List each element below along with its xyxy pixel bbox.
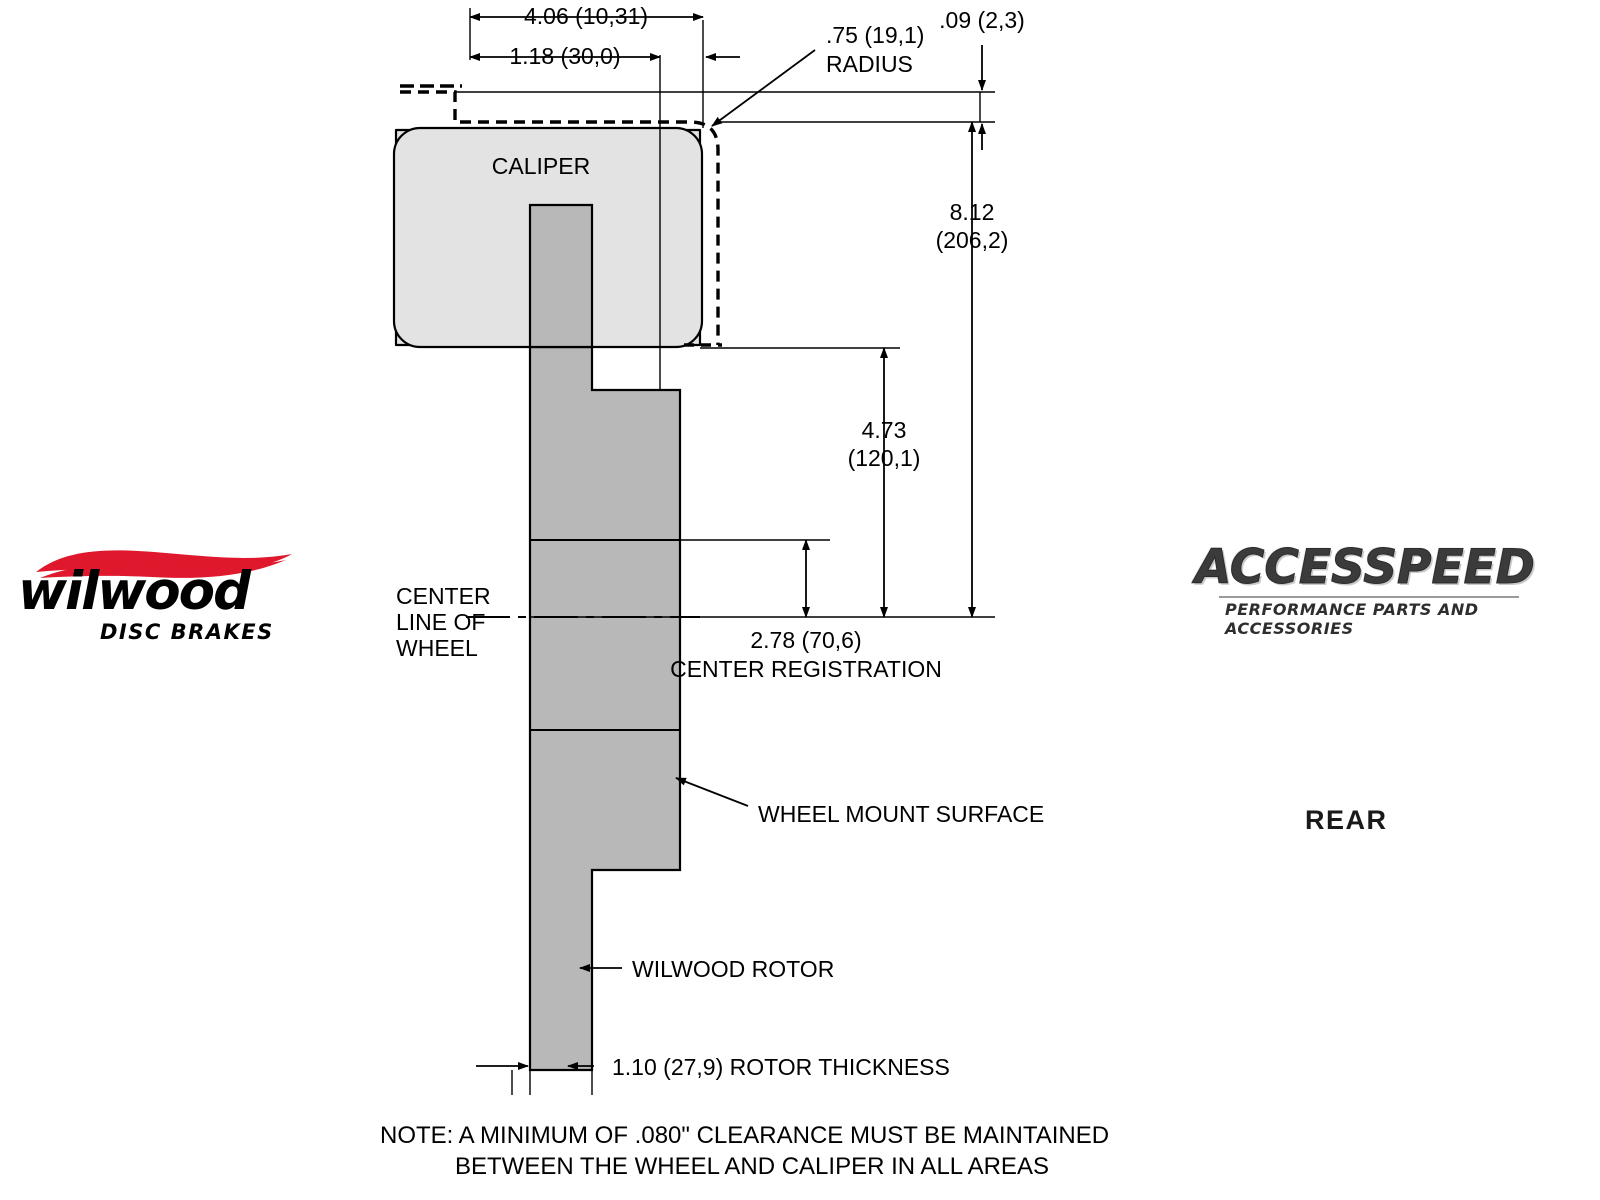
wilwood-rotor-callout <box>580 956 834 982</box>
radius-label-text: RADIUS <box>826 51 913 77</box>
note-line-1: NOTE: A MINIMUM OF .080" CLEARANCE MUST BE MAINTAINED <box>380 1122 1110 1149</box>
dim-overall-height-l1: 8.12 <box>949 199 995 225</box>
dim-center-registration <box>670 540 942 682</box>
wheel-mount-surface-callout <box>676 778 1044 827</box>
dim-mid-height <box>848 348 921 617</box>
dim-mid-height-l2: (120,1) <box>847 445 921 471</box>
wilwood-logo <box>12 540 322 645</box>
centerline-label-l3: WHEEL <box>396 635 478 661</box>
accesspeed-tagline: PERFORMANCE PARTS AND ACCESSORIES <box>1225 600 1479 638</box>
position-label-rear: REAR <box>1305 805 1388 835</box>
dim-top-right-offset-text: .09 (2,3) <box>939 7 1025 33</box>
radius-callout <box>712 22 924 126</box>
dim-overall-height-l2: (206,2) <box>935 227 1009 253</box>
centerline-label-l1: CENTER <box>396 583 491 609</box>
accesspeed-logo <box>1195 540 1540 640</box>
wilwood-rotor-label: WILWOOD ROTOR <box>632 956 835 982</box>
caliper-label: CALIPER <box>491 153 591 179</box>
dim-top-right-offset <box>939 7 1025 150</box>
wilwood-wordmark: wilwood <box>18 561 250 622</box>
dim-mid-height-l1: 4.73 <box>861 417 907 443</box>
dim-rotor-thickness-text: 1.10 (27,9) ROTOR THICKNESS <box>612 1054 950 1080</box>
note-line-2: BETWEEN THE WHEEL AND CALIPER IN ALL AREAS <box>455 1153 1049 1180</box>
dim-center-registration-value: 2.78 (70,6) <box>750 627 862 653</box>
wilwood-tagline: DISC BRAKES <box>100 620 274 644</box>
centerline-label-l2: LINE OF <box>396 609 486 635</box>
radius-value-text: .75 (19,1) <box>826 22 925 48</box>
dim-top-overall-text: 4.06 (10,31) <box>523 3 649 29</box>
accesspeed-wordmark: ACCESSPEED <box>1195 540 1535 595</box>
dim-top-inner <box>470 43 660 69</box>
note-block <box>380 1122 1109 1180</box>
dim-top-inner-text: 1.18 (30,0) <box>509 43 621 69</box>
accesspeed-divider <box>1219 596 1519 598</box>
dim-top-overall <box>470 3 703 29</box>
dim-overall-height <box>936 122 1009 617</box>
wheel-mount-surface-label: WHEEL MOUNT SURFACE <box>758 801 1045 827</box>
dim-center-registration-label: CENTER REGISTRATION <box>670 656 942 682</box>
